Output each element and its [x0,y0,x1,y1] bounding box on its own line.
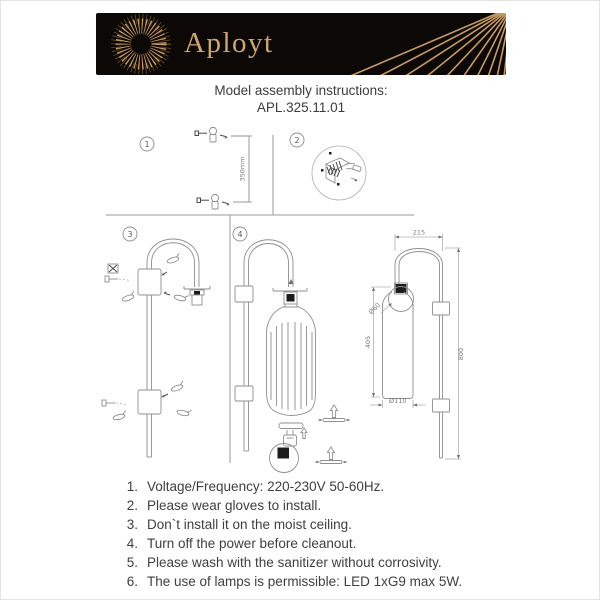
instruction-item [114,477,514,496]
dim-bracket-spacing: 350mm [238,156,247,182]
instruction-number: 3. [126,517,138,532]
instruction-text: Don`t install it on the moist ceiling. [147,517,352,532]
instruction-text: Turn off the power before cleanout. [147,536,357,551]
panel-3-rod-assembly [102,239,210,457]
svg-text:4: 4 [237,230,243,239]
brand-name: Aployt [184,27,274,59]
dim-ring-diameter: Ø60 [367,301,383,317]
panel-4-shade-assembly [235,240,350,473]
instruction-item [114,515,514,534]
instruction-text: Please wear gloves to install. [147,498,322,513]
instruction-item [114,553,514,572]
instruction-item [114,496,514,515]
starburst-logo-icon [116,19,166,69]
instruction-number: 4. [126,536,138,551]
instruction-item [114,572,514,591]
instruction-number: 2. [126,498,138,513]
panel-1-brackets [195,127,252,209]
instruction-number: 6. [126,574,138,589]
dim-width-top: 215 [412,228,426,237]
panel-2-badge [290,133,304,147]
panel-4-badge [233,227,247,241]
title-block [1,82,600,116]
model-number: APL.325.11.01 [256,100,346,115]
svg-text:2: 2 [294,136,300,145]
instruction-text: The use of lamps is permissible: LED 1xG9 max 5W. [147,574,463,589]
instruction-text: Please wash with the sanitizer without corrosivity. [147,555,442,570]
dim-shade-height: 405 [364,335,372,349]
page-title: Model assembly instructions: [214,83,388,98]
dim-height-total: 800 [457,347,465,361]
instruction-number: 1. [126,479,138,494]
instruction-item [114,534,514,553]
brand-banner [96,13,506,75]
svg-text:3: 3 [127,230,133,239]
corner-rays-icon [348,13,506,75]
panel-3-badge [123,227,137,241]
instruction-text: Voltage/Frequency: 220-230V 50-60Hz. [147,479,385,494]
instructions-list [114,477,514,591]
instruction-number: 5. [126,555,138,570]
svg-text:1: 1 [144,140,150,149]
dim-shade-diameter: Ø110 [389,397,407,405]
dimension-view [364,229,465,460]
panel-2-wiring-detail [312,146,366,200]
panel-1-badge [140,137,154,151]
